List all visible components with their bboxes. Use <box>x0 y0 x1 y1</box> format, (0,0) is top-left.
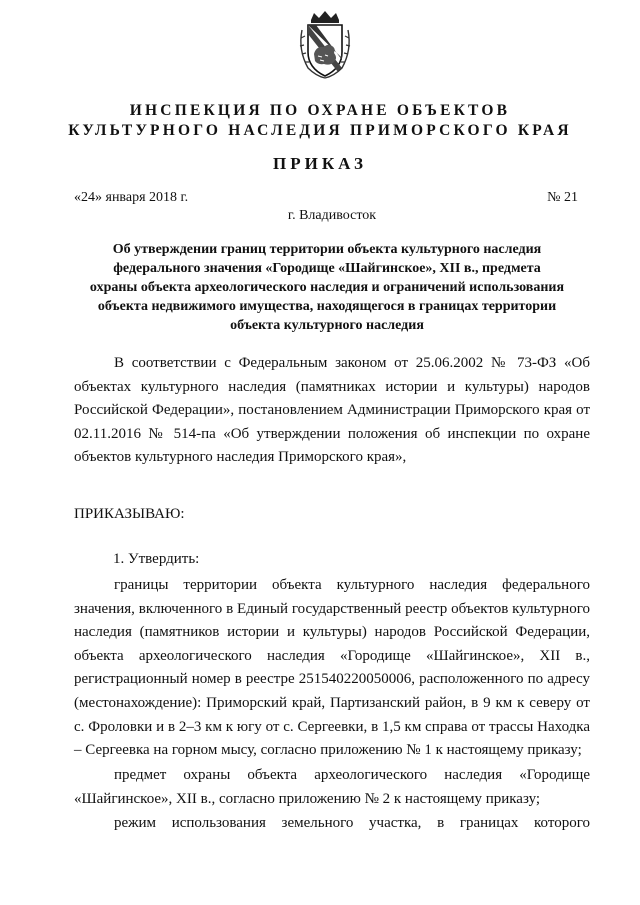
item-1-regime-paragraph: режим использования земельного участка, в границах которого <box>114 815 590 831</box>
agency-name-line1: ИНСПЕКЦИЯ ПО ОХРАНЕ ОБЪЕКТОВ <box>129 102 511 119</box>
document-subject: Об утверждении границ территории объекта культурного наследия федерального значения «Городище «Шайгинское», XII в., предмета охраны объекта археологического наследия и ограничений использования объекта недвижимого имущества, находящегося в границах территории объекта культурного наследия <box>89 242 565 333</box>
document-type-title: ПРИКАЗ <box>273 154 367 173</box>
item-1-boundaries-paragraph: границы территории объекта культурного наследия федерального значения, включенного в Единый государственный реестр объектов культурного наследия (памятников истории и культуры) народов Российской Федерации, объекта археологического наследия «Городище «Шайгинское», XII в., регистрационный номер в реестре 251540220050006, расположенного по адресу (местонахождение): Приморский край, Партизанский район, в 9 км к северу от с. Фроловки и в 2–3 км к югу от с. Сергеевки, в 1,5 км справа от трассы Находка – Сергеевка на горном мысу, согласно приложению № 1 к настоящему приказу; <box>74 577 590 759</box>
agency-name-line2: КУЛЬТУРНОГО НАСЛЕДИЯ ПРИМОРСКОГО КРАЯ <box>68 122 572 139</box>
item-1-protection-subject-paragraph: предмет охраны объекта археологического наследия «Городище «Шайгинское», XII в., согласно приложению № 2 к настоящему приказу; <box>74 767 590 807</box>
preamble-paragraph: В соответствии с Федеральным законом от 25.06.2002 № 73-ФЗ «Об объектах культурного наследия (памятниках истории и культуры) народов Российской Федерации», постановлением Администрации Приморского края от 02.11.2016 № 514-па «Об утверждении положения об инспекции по охране объектов культурного наследия Приморского края», <box>74 355 590 466</box>
coat-of-arms-emblem <box>294 10 356 80</box>
document-city: г. Владивосток <box>287 208 377 223</box>
order-keyword: ПРИКАЗЫВАЮ: <box>74 506 185 522</box>
document-number: № 21 <box>547 190 578 205</box>
document-date: «24» января 2018 г. <box>74 190 189 205</box>
item-1-label: 1. Утвердить: <box>113 551 200 567</box>
